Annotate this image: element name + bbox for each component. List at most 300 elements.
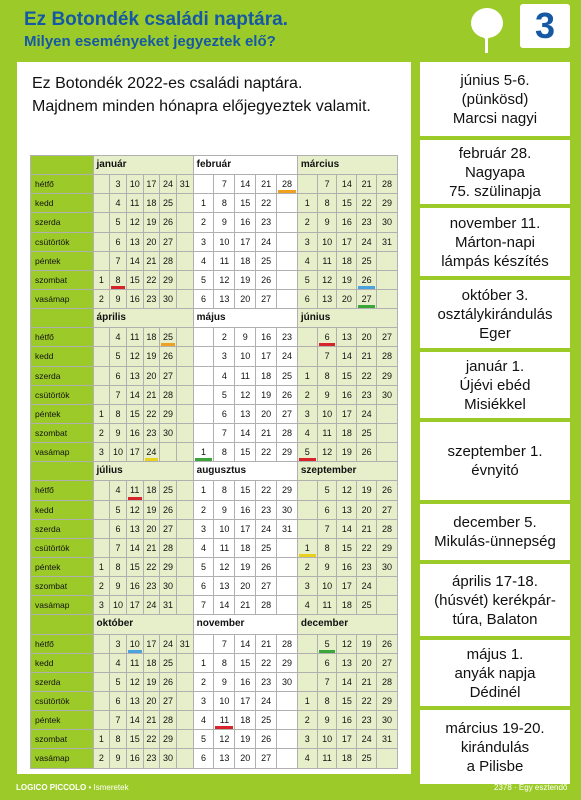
event-line: (húsvét) kerékpár- <box>434 591 556 609</box>
date-cell <box>93 711 110 730</box>
date-cell <box>256 672 277 691</box>
date-number: 9 <box>324 217 330 228</box>
date-number: 16 <box>341 715 352 726</box>
date-number: 3 <box>201 523 207 534</box>
date-cell <box>357 538 377 557</box>
date-cell <box>317 730 337 749</box>
date-cell <box>126 691 143 710</box>
date-cell <box>297 730 317 749</box>
date-cell <box>235 730 256 749</box>
date-cell <box>214 232 235 251</box>
date-cell <box>193 289 214 308</box>
date-number: 30 <box>382 562 393 573</box>
date-number: 7 <box>324 523 330 534</box>
date-number: 3 <box>304 734 310 745</box>
date-number: 27 <box>261 753 272 764</box>
date-cell <box>337 270 357 289</box>
date-cell <box>357 347 377 366</box>
date-cell <box>377 404 398 423</box>
date-number: 23 <box>146 753 157 764</box>
date-number: 16 <box>341 217 352 228</box>
date-cell <box>176 251 193 270</box>
date-number: 24 <box>261 236 272 247</box>
date-number: 19 <box>240 562 251 573</box>
date-cell <box>317 500 337 519</box>
date-cell <box>337 653 357 672</box>
date-number: 27 <box>163 696 174 706</box>
date-number: 30 <box>281 676 292 687</box>
date-cell <box>214 347 235 366</box>
date-cell <box>277 175 298 194</box>
date-cell <box>110 443 127 462</box>
date-cell <box>193 672 214 691</box>
date-number: 11 <box>130 657 140 668</box>
date-number: 29 <box>163 408 174 419</box>
date-number: 29 <box>281 485 292 496</box>
corner-cell <box>31 309 94 328</box>
date-cell <box>93 500 110 519</box>
date-cell <box>297 443 317 462</box>
date-cell <box>337 691 357 710</box>
date-cell <box>337 443 357 462</box>
date-number: 13 <box>341 504 352 515</box>
footer-brand <box>16 783 129 792</box>
date-cell <box>337 538 357 557</box>
date-cell <box>297 366 317 385</box>
date-cell <box>193 443 214 462</box>
date-number: 8 <box>115 274 121 285</box>
date-number: 10 <box>113 447 124 458</box>
date-cell <box>214 711 235 730</box>
date-number: 18 <box>261 370 272 381</box>
date-number: 21 <box>240 600 251 611</box>
date-cell <box>277 366 298 385</box>
date-number: 6 <box>324 657 330 668</box>
date-cell <box>160 730 177 749</box>
event-line: december 5. <box>453 514 537 531</box>
date-number: 22 <box>146 734 157 745</box>
date-cell <box>277 730 298 749</box>
date-number: 2 <box>304 715 310 726</box>
date-cell <box>176 519 193 538</box>
date-cell <box>377 711 398 730</box>
date-cell <box>110 270 127 289</box>
date-number: 12 <box>129 351 140 362</box>
day-label: hétfő <box>31 175 94 194</box>
date-cell <box>176 328 193 347</box>
date-number: 19 <box>341 274 352 285</box>
date-cell <box>277 749 298 768</box>
date-cell <box>214 404 235 423</box>
date-cell <box>317 328 337 347</box>
date-number: 30 <box>382 389 393 400</box>
date-number: 30 <box>163 581 174 592</box>
date-number: 23 <box>281 332 292 343</box>
date-cell <box>93 328 110 347</box>
day-label: szombat <box>31 423 94 442</box>
date-number: 1 <box>201 198 207 209</box>
event-card <box>420 280 570 348</box>
date-number: 23 <box>146 581 157 592</box>
week-day-row <box>31 500 398 519</box>
date-number: 20 <box>146 236 157 247</box>
date-cell <box>256 730 277 749</box>
date-number: 2 <box>98 294 104 305</box>
date-cell <box>193 653 214 672</box>
date-number: 23 <box>146 428 157 439</box>
date-cell <box>235 557 256 576</box>
week-day-row <box>31 443 398 462</box>
date-cell <box>337 251 357 270</box>
date-cell <box>277 519 298 538</box>
date-cell <box>377 634 398 653</box>
date-cell <box>143 481 160 500</box>
date-number: 23 <box>261 676 272 687</box>
day-label: szerda <box>31 672 94 691</box>
date-cell <box>193 749 214 768</box>
date-number: 24 <box>361 236 372 247</box>
date-number: 9 <box>324 715 330 726</box>
date-cell <box>377 232 398 251</box>
date-number: 30 <box>382 217 393 228</box>
event-line: túra, Balaton <box>452 610 538 628</box>
date-cell <box>214 443 235 462</box>
date-cell <box>277 557 298 576</box>
date-cell <box>235 232 256 251</box>
date-cell <box>277 481 298 500</box>
date-cell <box>160 443 177 462</box>
date-number: 26 <box>281 389 292 400</box>
date-number: 25 <box>163 657 174 668</box>
date-number: 28 <box>382 179 393 190</box>
date-number: 11 <box>130 198 140 209</box>
date-cell <box>193 328 214 347</box>
date-cell <box>377 194 398 213</box>
date-number: 20 <box>146 523 157 534</box>
date-number: 2 <box>201 504 207 515</box>
date-number: 8 <box>324 370 330 381</box>
date-number: 20 <box>341 294 352 305</box>
date-cell <box>317 691 337 710</box>
date-number: 13 <box>129 370 140 381</box>
date-number: 10 <box>322 581 333 592</box>
date-number: 10 <box>219 696 230 706</box>
date-cell <box>176 500 193 519</box>
date-number: 26 <box>261 274 272 285</box>
date-cell <box>160 711 177 730</box>
date-number: 4 <box>201 255 207 266</box>
date-number: 13 <box>219 294 230 305</box>
date-cell <box>143 328 160 347</box>
date-number: 15 <box>129 562 140 573</box>
date-cell <box>357 749 377 768</box>
date-cell <box>297 385 317 404</box>
month-name: október <box>93 615 193 634</box>
date-cell <box>317 577 337 596</box>
date-number: 22 <box>261 485 272 496</box>
date-cell <box>277 691 298 710</box>
date-cell <box>297 175 317 194</box>
date-number: 9 <box>115 428 121 439</box>
date-number: 7 <box>221 428 227 439</box>
date-number: 23 <box>261 504 272 515</box>
date-cell <box>235 213 256 232</box>
date-number: 27 <box>382 657 393 668</box>
date-number: 7 <box>324 676 330 687</box>
date-cell <box>143 711 160 730</box>
date-cell <box>160 691 177 710</box>
date-cell <box>235 749 256 768</box>
date-cell <box>317 519 337 538</box>
date-cell <box>160 577 177 596</box>
date-cell <box>93 596 110 615</box>
date-cell <box>176 653 193 672</box>
date-number: 28 <box>281 638 292 649</box>
date-number: 7 <box>201 600 207 611</box>
date-number: 15 <box>341 542 352 553</box>
date-cell <box>214 270 235 289</box>
date-number: 9 <box>115 581 121 592</box>
year-calendar <box>30 155 398 769</box>
date-cell <box>143 194 160 213</box>
date-number: 21 <box>261 179 272 190</box>
event-line: a Pilisbe <box>466 757 524 775</box>
date-cell <box>160 175 177 194</box>
date-cell <box>110 175 127 194</box>
date-cell <box>256 347 277 366</box>
day-label: hétfő <box>31 634 94 653</box>
date-number: 28 <box>163 542 174 553</box>
date-number: 3 <box>98 447 104 458</box>
week-day-row <box>31 691 398 710</box>
date-cell <box>214 519 235 538</box>
date-number: 18 <box>341 753 352 764</box>
date-cell <box>235 653 256 672</box>
week-day-row <box>31 366 398 385</box>
date-number: 14 <box>341 523 352 534</box>
date-cell <box>277 577 298 596</box>
event-line: kirándulás <box>460 738 530 756</box>
date-cell <box>297 500 317 519</box>
date-number: 9 <box>324 562 330 573</box>
date-number: 6 <box>201 581 207 592</box>
date-number: 16 <box>341 562 352 573</box>
date-cell <box>317 653 337 672</box>
date-cell <box>126 596 143 615</box>
date-number: 29 <box>382 696 393 706</box>
date-cell <box>377 213 398 232</box>
date-number: 17 <box>240 236 251 247</box>
date-cell <box>256 557 277 576</box>
date-cell <box>93 653 110 672</box>
date-number: 13 <box>341 332 352 343</box>
date-number: 14 <box>240 638 251 649</box>
week-day-row <box>31 347 398 366</box>
date-cell <box>357 557 377 576</box>
date-number: 20 <box>240 753 251 764</box>
date-cell <box>193 730 214 749</box>
date-cell <box>110 213 127 232</box>
date-cell <box>214 730 235 749</box>
date-cell <box>337 749 357 768</box>
date-cell <box>160 213 177 232</box>
date-number: 24 <box>281 351 292 362</box>
date-number: 12 <box>129 676 140 687</box>
event-line: évnyitó <box>471 462 519 479</box>
date-cell <box>143 385 160 404</box>
date-number: 24 <box>361 734 372 745</box>
event-line: május 1. <box>466 645 524 663</box>
date-cell <box>214 634 235 653</box>
date-cell <box>214 385 235 404</box>
date-cell <box>160 232 177 251</box>
month-name: június <box>297 309 397 328</box>
date-cell <box>176 347 193 366</box>
date-cell <box>377 577 398 596</box>
date-cell <box>317 213 337 232</box>
month-name: december <box>297 615 397 634</box>
date-number: 22 <box>361 370 372 381</box>
date-number: 2 <box>304 562 310 573</box>
date-number: 10 <box>129 179 140 190</box>
event-card <box>420 504 570 560</box>
date-number: 19 <box>146 217 157 228</box>
date-number: 16 <box>129 294 140 305</box>
date-cell <box>357 653 377 672</box>
date-cell <box>357 232 377 251</box>
date-cell <box>337 711 357 730</box>
week-day-row <box>31 328 398 347</box>
date-number: 8 <box>221 485 227 496</box>
date-number: 25 <box>163 198 174 209</box>
date-cell <box>317 366 337 385</box>
date-number: 23 <box>261 217 272 228</box>
date-number: 19 <box>146 504 157 515</box>
week-day-row <box>31 538 398 557</box>
date-number: 17 <box>341 408 352 419</box>
date-cell <box>357 423 377 442</box>
date-number: 4 <box>304 600 310 611</box>
date-cell <box>337 404 357 423</box>
date-number: 30 <box>163 753 174 764</box>
date-cell <box>235 251 256 270</box>
date-cell <box>377 596 398 615</box>
date-number: 2 <box>98 581 104 592</box>
date-cell <box>235 347 256 366</box>
date-number: 26 <box>261 734 272 745</box>
date-cell <box>93 577 110 596</box>
event-card <box>420 62 570 136</box>
date-cell <box>337 500 357 519</box>
date-number: 25 <box>361 600 372 611</box>
event-line: osztálykirándulás <box>437 305 553 323</box>
date-cell <box>126 213 143 232</box>
date-cell <box>143 213 160 232</box>
date-number: 8 <box>324 542 330 553</box>
calendar-panel <box>17 62 411 774</box>
day-label: vasámap <box>31 596 94 615</box>
date-cell <box>214 653 235 672</box>
date-cell <box>160 366 177 385</box>
date-cell <box>235 691 256 710</box>
day-label: szombat <box>31 730 94 749</box>
page-title: Ez Botondék családi naptára. <box>24 9 288 30</box>
date-cell <box>126 519 143 538</box>
date-number: 20 <box>361 657 372 668</box>
date-cell <box>110 634 127 653</box>
date-cell <box>126 328 143 347</box>
date-cell <box>214 366 235 385</box>
day-label: péntek <box>31 711 94 730</box>
date-cell <box>93 213 110 232</box>
date-cell <box>93 175 110 194</box>
date-cell <box>176 634 193 653</box>
date-number: 26 <box>382 485 393 496</box>
date-number: 25 <box>361 255 372 266</box>
date-number: 22 <box>146 408 157 419</box>
week-day-row <box>31 653 398 672</box>
date-number: 30 <box>163 294 174 305</box>
date-number: 15 <box>240 447 251 458</box>
date-cell <box>377 691 398 710</box>
date-number: 30 <box>382 715 393 726</box>
date-number: 13 <box>129 696 140 706</box>
event-line: szeptember 1. <box>447 443 543 460</box>
date-cell <box>93 557 110 576</box>
date-number: 21 <box>361 351 372 362</box>
event-card <box>420 564 570 636</box>
date-cell <box>297 634 317 653</box>
date-cell <box>317 194 337 213</box>
date-number: 28 <box>382 523 393 534</box>
date-cell <box>377 289 398 308</box>
date-number: 1 <box>201 657 207 668</box>
date-cell <box>110 251 127 270</box>
day-label: vasámap <box>31 289 94 308</box>
date-number: 21 <box>261 638 272 649</box>
date-cell <box>110 232 127 251</box>
date-cell <box>110 711 127 730</box>
date-number: 18 <box>146 657 157 668</box>
date-number: 6 <box>115 523 121 534</box>
date-number: 15 <box>240 485 251 496</box>
date-cell <box>297 232 317 251</box>
date-number: 7 <box>324 179 330 190</box>
month-name: július <box>93 462 193 481</box>
event-line: anyák napja <box>454 664 536 682</box>
date-number: 4 <box>304 428 310 439</box>
date-cell <box>193 423 214 442</box>
date-cell <box>93 366 110 385</box>
date-cell <box>256 538 277 557</box>
date-cell <box>110 538 127 557</box>
date-number: 7 <box>115 389 121 400</box>
date-number: 14 <box>129 715 140 726</box>
date-cell <box>357 385 377 404</box>
date-cell <box>277 385 298 404</box>
week-day-row <box>31 596 398 615</box>
date-cell <box>357 404 377 423</box>
event-line: Újévi ebéd <box>459 376 531 394</box>
date-number: 17 <box>129 447 140 458</box>
date-number: 11 <box>322 753 332 764</box>
date-cell <box>297 691 317 710</box>
date-number: 14 <box>129 389 140 400</box>
event-card <box>420 352 570 418</box>
week-day-row <box>31 557 398 576</box>
date-cell <box>160 672 177 691</box>
date-cell <box>143 691 160 710</box>
